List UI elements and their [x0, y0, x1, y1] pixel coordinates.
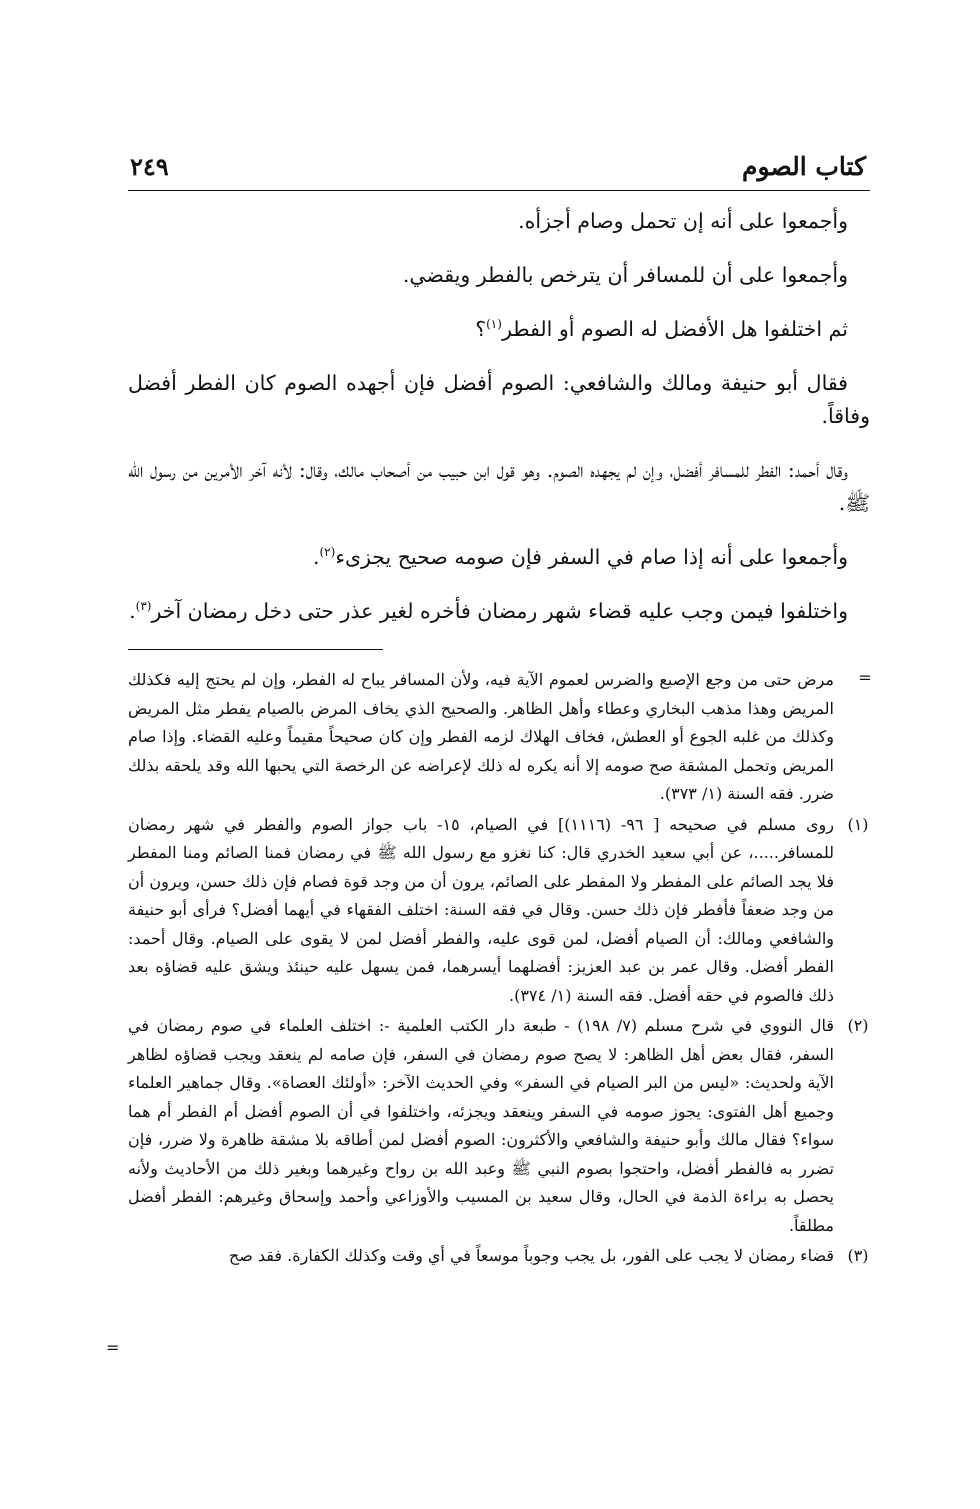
footnote-ref[interactable]: (١) [486, 317, 502, 332]
footnote-number: (٢) [847, 1016, 869, 1035]
page [128, 150, 870, 1273]
footnote-separator [128, 649, 870, 650]
footnote-number: (٣) [847, 1246, 869, 1265]
paragraph: وأجمعوا على أنه إن تحمل وصام أجزأه. [518, 209, 848, 233]
continuation-mark: = [858, 668, 872, 687]
footnote: (٢) قال النووي في شرح مسلم (٧/ ١٩٨) - طبعة دار الكتب العلمية -: اختلف العلماء في صوم رمضان في السفر، فقال بعض أهل الظاهر: لا يصح صوم رمضان في السفر، فإن صامه لم ينعقد ويجب قضاؤه لظاهر الآية ولحديث: «ليس من البر الصيام في السفر» وفي الحديث الآخر: «أولئك العصاة». وقال جماهير العلماء وجميع أهل الفتوى: يجوز صومه في السفر وينعقد ويجزئه، واختلفوا في أن الصوم أفضل أم الفطر أم هما سواء؟ فقال مالك وأبو حنيفة والشافعي والأكثرون: الصوم أفضل لمن أطاقه بلا مشقة ظاهرة ولا ضرر، فإن تضرر به فالفطر أفضل، واحتجوا بصوم النبي ﷺ وعبد الله بن رواح وغيرهما وبغير ذلك من الأحاديث ولأنه يحصل به براءة الذمة في الحال، وقال سعيد بن المسيب والأوزاعي وأحمد وإسحاق وغيرهم: الفطر أفضل مطلقاً. [128, 1012, 870, 1240]
paragraph: ثم اختلفوا هل الأفضل له الصوم أو الفطر$^{(١)}$؟ [475, 317, 848, 341]
paragraph: وقال أحمد: الفطر للمسافر أفضل، وإن لم يجهده الصوم. وهو قول ابن حبيب من أصحاب مالك، وقال: لأنه آخر الأمرين من رسول الله ﷺ. [128, 458, 870, 515]
footnote-number: (١) [847, 814, 869, 834]
paragraph: فقال أبو حنيفة ومالك والشافعي: الصوم أفضل فإن أجهده الصوم كان الفطر أفضل وفاقاً. [128, 371, 870, 428]
footnote-ref[interactable]: (٢) [319, 545, 336, 560]
main-text [128, 205, 870, 628]
chapter-title: كتاب الصوم [742, 152, 866, 181]
paragraph: وأجمعوا على أنه إذا صام في السفر فإن صومه صحيح يجزىء$^{(٢)}$. [312, 545, 848, 569]
footnote: (١) روى مسلم في صحيحه [ ٩٦- (١١١٦)] في الصيام، ١٥- باب جواز الصوم والفطر في شهر رمضان للمسافر.....، عن أبي سعيد الخدري قال: كنا نغزو مع رسول الله ﷺ في رمضان فمنا الصائم ومنا المفطر فلا يجد الصائم على المفطر ولا المفطر على الصائم، يرون أن من وجد قوة فصام فإن ذلك حسن، ويرون أن من وجد ضعفاً فأفطر فإن ذلك حسن. وقال في فقه السنة: اختلف الفقهاء في أيهما أفضل؟ فرأى أبو حنيفة والشافعي ومالك: أن الصيام أفضل، لمن قوى عليه، والفطر أفضل لمن لا يقوى على الصيام. وقال أحمد: الفطر أفضل. وقال عمر بن عبد العزيز: أفضلهما أيسرهما، فمن يسهل عليه حينئذ ويشق عليه قضاؤه بعد ذلك فالصوم في حقه أفضل. فقه السنة (١/ ٣٧٤). [128, 811, 870, 1011]
running-header [128, 150, 870, 191]
bottom-continuation-mark: = [106, 1338, 120, 1357]
footnote-ref[interactable]: (٣) [135, 599, 152, 614]
footnote-continuation: = مرض حتى من وجع الإصبع والضرس لعموم الآية فيه، ولأن المسافر يباح له الفطر، وإن لم يحتج إليه فكذلك المريض وهذا مذهب البخاري وعطاء وأهل الظاهر. والصحيح الذي يخاف المرض بالصيام يفطر مثل المريض وكذلك من غلبه الجوع أو العطش، فخاف الهلاك لزمه الفطر وإن كان صحيحاً مقيماً وعليه القضاء. وإذا صام المريض وتحمل المشقة صح صومه إلا أنه يكره له ذلك لإعراضه عن الرخصة التي يحبها الله وقد يلحقه بذلك ضرر. فقه السنة (١/ ٣٧٣). [128, 666, 870, 809]
page-number: ٢٤٩ [130, 152, 169, 181]
paragraph: واختلفوا فيمن وجب عليه قضاء شهر رمضان فأخره لغير عذر حتى دخل رمضان آخر$^{(٣)}$. [129, 599, 848, 623]
footnote: (٣) قضاء رمضان لا يجب على الفور، بل يجب وجوباً موسعاً في أي وقت وكذلك الكفارة. فقد صح [128, 1242, 870, 1271]
paragraph: وأجمعوا على أن للمسافر أن يترخص بالفطر ويقضي. [402, 263, 848, 287]
footnotes [128, 666, 870, 1271]
